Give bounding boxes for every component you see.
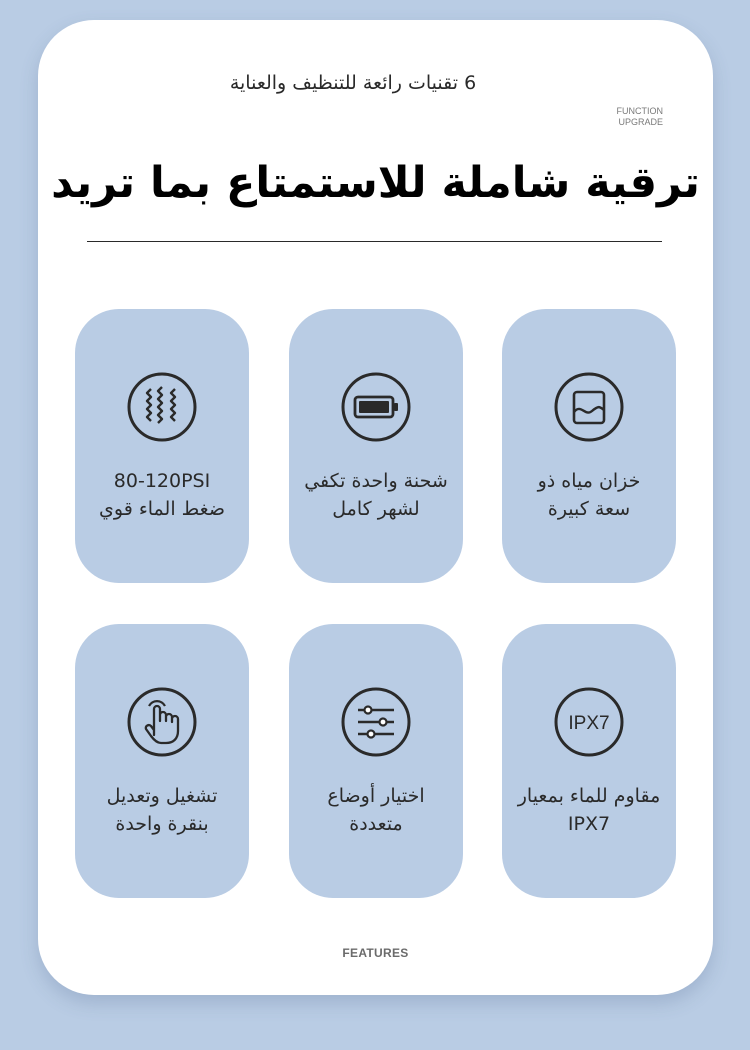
function-label: FUNCTION: [616, 106, 663, 116]
feature-label-line2: بنقرة واحدة: [115, 813, 209, 835]
page-title: ترقية شاملة للاستمتاع بما تريد: [51, 158, 700, 208]
feature-tile-modes: [289, 624, 463, 898]
feature-label-line2: لشهر كامل: [332, 498, 420, 520]
feature-tile-water-tank: [502, 309, 676, 583]
divider: [87, 241, 662, 242]
feature-label: [289, 467, 463, 523]
feature-label-line1: خزان مياه ذو: [537, 470, 641, 492]
feature-label: [75, 467, 249, 523]
feature-tile-water-pressure: [75, 309, 249, 583]
sliders-icon: [341, 687, 411, 757]
feature-label-line2: سعة كبيرة: [547, 498, 631, 520]
feature-label-line1: اختيار أوضاع: [327, 785, 425, 807]
feature-tile-one-touch: [75, 624, 249, 898]
feature-tile-battery: [289, 309, 463, 583]
feature-label-line2: IPX7: [567, 813, 611, 835]
feature-label: [75, 782, 249, 838]
feature-label-line1: تشغيل وتعديل: [106, 785, 218, 807]
water-tank-icon: [554, 372, 624, 442]
ipx7-icon-text: IPX7: [568, 713, 610, 734]
feature-label-line1: شحنة واحدة تكفي: [304, 470, 448, 492]
feature-label: [502, 782, 676, 838]
subtitle: 6 تقنيات رائعة للتنظيف والعناية: [229, 72, 477, 94]
feature-card: [38, 20, 713, 995]
feature-label-line1: مقاوم للماء بمعيار: [517, 785, 661, 807]
feature-label-line1: 80-120PSI: [113, 470, 211, 492]
battery-icon: [341, 372, 411, 442]
feature-label-line2: متعددة: [349, 813, 403, 835]
ipx7-icon: [554, 687, 624, 757]
feature-label: [502, 467, 676, 523]
feature-tile-ipx7: [502, 624, 676, 898]
feature-label: [289, 782, 463, 838]
feature-label-line2: ضغط الماء قوي: [99, 498, 225, 520]
function-upgrade-label: [583, 106, 663, 128]
upgrade-label: UPGRADE: [618, 117, 663, 127]
footer-label: FEATURES: [342, 946, 409, 960]
water-pressure-icon: [127, 372, 197, 442]
touch-hand-icon: [127, 687, 197, 757]
